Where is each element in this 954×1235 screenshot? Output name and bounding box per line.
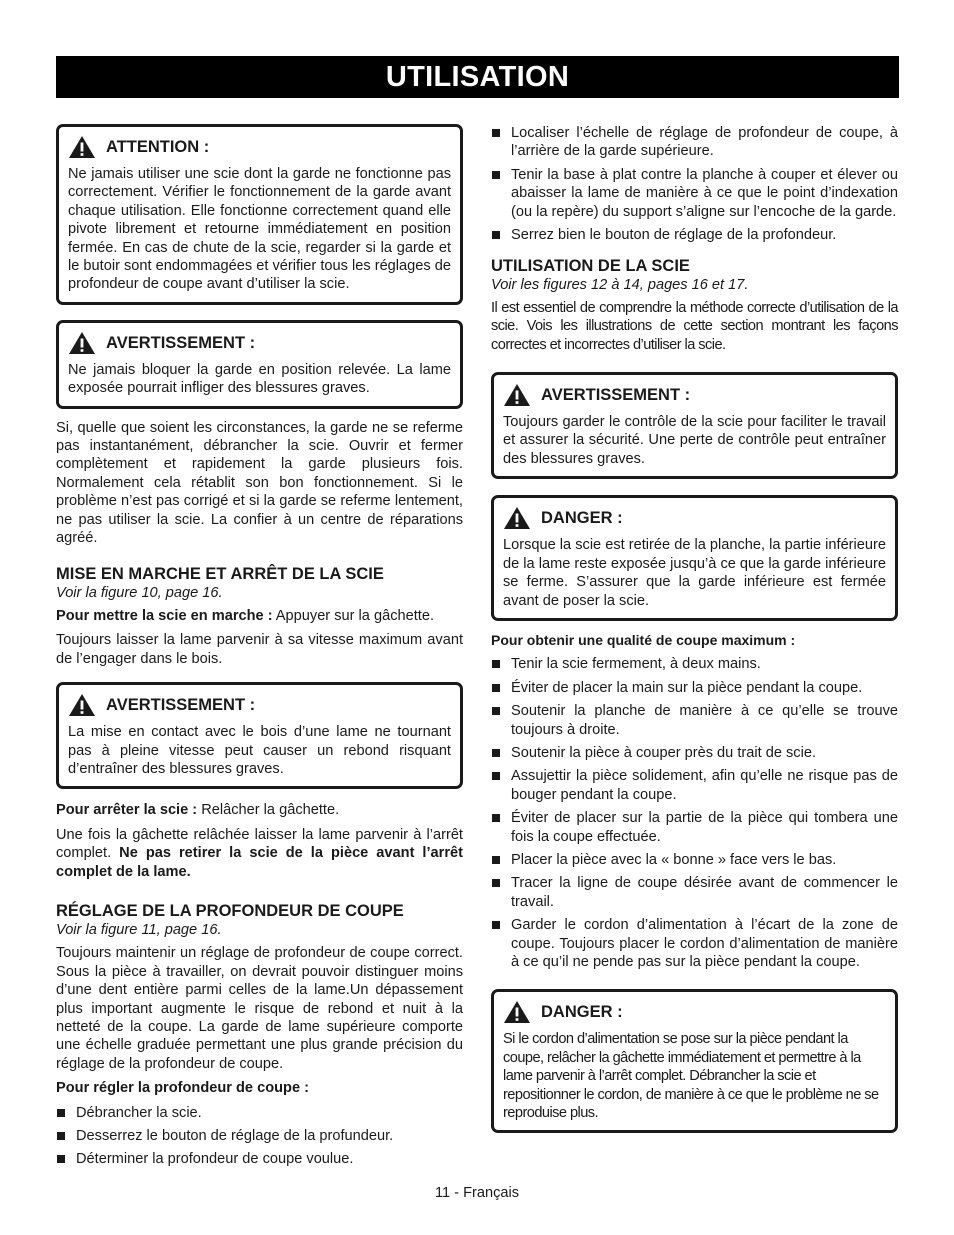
stop-paragraph-bold: Ne pas retirer la scie de la pièce avant l’arrêt complet de la lame.	[56, 845, 463, 880]
warning-triangle-icon	[68, 135, 96, 159]
page-footer: 11 - Français	[434, 1185, 520, 1201]
warning-box-control	[491, 372, 898, 479]
list-item-text: Soutenir la pièce à couper près du trait de scie.	[511, 744, 817, 761]
figure-reference: Voir la figure 11, page 16.	[56, 921, 222, 938]
list-item-text: Déterminer la profondeur de coupe voulue.	[76, 1151, 354, 1168]
quality-bullet-list	[491, 655, 898, 971]
danger-header	[503, 1000, 886, 1024]
warning-triangle-icon	[68, 693, 96, 717]
stop-paragraph	[56, 826, 463, 881]
list-item	[491, 679, 898, 697]
bullet-square-icon	[492, 814, 500, 822]
danger-box-cord	[491, 989, 898, 1133]
right-column	[491, 124, 898, 1147]
list-item	[491, 851, 898, 869]
section-title-depth: RÉGLAGE DE LA PROFONDEUR DE COUPE	[56, 901, 404, 920]
list-item	[491, 166, 898, 221]
list-item	[56, 1127, 463, 1145]
list-item-text: Tenir la base à plat contre la planche à couper et élever ou abaisser la lame de manière à ce que le point d’indexation (ou la repère) du support s’aligne sur l’encoche de la garde.	[511, 166, 898, 220]
list-item	[491, 916, 898, 971]
bullet-square-icon	[492, 879, 500, 887]
warning-text: Toujours garder le contrôle de la scie pour faciliter le travail et assurer la sécurité. Une perte de contrôle peut entraîner des blessures graves.	[503, 414, 886, 467]
start-text: Appuyer sur la gâchette.	[272, 607, 435, 624]
list-item-text: Éviter de placer la main sur la pièce pendant la coupe.	[511, 679, 863, 696]
start-paragraph: Toujours laisser la lame parvenir à sa vitesse maximum avant de l’engager dans le bois.	[56, 632, 463, 667]
start-instruction	[56, 607, 463, 625]
list-item-text: Serrez bien le bouton de réglage de la profondeur.	[511, 227, 837, 244]
stop-label: Pour arrêter la scie :	[56, 802, 198, 819]
depth-bullet-list	[56, 1104, 463, 1169]
danger-title: DANGER :	[541, 509, 623, 528]
danger-text: Lorsque la scie est retirée de la planche, la partie inférieure de la lame reste exposée jusqu’à ce que la garde inférieure se ferme. S’assurer que la garde inférieure est fermée avant de poser la scie.	[503, 537, 886, 609]
warning-title: AVERTISSEMENT :	[106, 333, 256, 352]
stop-instruction	[56, 801, 463, 819]
warning-header	[503, 383, 886, 407]
bullet-square-icon	[492, 707, 500, 715]
depth-paragraph: Toujours maintenir un réglage de profondeur de coupe correct. Sous la pièce à travailler, on devrait pouvoir distinguer moins d’une dent entière parmi celles de la lame.Un dépassement plus important augmente le risque de rebond et nuit à la netteté de la coupe. La garde de lame supérieure comporte une échelle graduée permettant une plus grande précision du réglage de la profondeur de coupe.	[56, 945, 463, 1072]
stop-paragraph-start: Une fois la gâchette relâchée laisser la lame parvenir à l’arrêt complet.	[56, 826, 463, 862]
list-item-text: Tenir la scie fermement, à deux mains.	[511, 656, 761, 673]
list-item	[491, 655, 898, 673]
depth-bullet-list-continued	[491, 124, 898, 244]
list-item	[491, 124, 898, 161]
figure-reference: Voir les figures 12 à 14, pages 16 et 17.	[491, 277, 749, 294]
bullet-square-icon	[57, 1132, 65, 1140]
danger-title: DANGER :	[541, 1003, 623, 1022]
section-title-start-stop: MISE EN MARCHE ET ARRÊT DE LA SCIE	[56, 564, 384, 583]
attention-header	[68, 135, 451, 159]
attention-text: Ne jamais utiliser une scie dont la garde ne fonctionne pas correctement. Vérifier le fonctionnement de la garde avant chaque utilisation. Elle fonctionne correctement quand elle pivote librement et retourne immédiatement en position fermée. En cas de chute de la scie, regarder si la garde et le butoir sont endommagées et vérifier tous les réglages de profondeur de coupe avant d’utiliser la scie.	[68, 166, 451, 293]
warning-box-kickback	[56, 682, 463, 789]
bullet-square-icon	[492, 749, 500, 757]
start-label: Pour mettre la scie en marche :	[56, 607, 273, 624]
bullet-square-icon	[492, 129, 500, 137]
use-paragraph: Il est essentiel de comprendre la méthode correcte d’utilisation de la scie. Vois les illustrations de cette section montrant les façons correctes et incorrectes d’utiliser la scie.	[491, 299, 898, 353]
warning-box-guard	[56, 320, 463, 409]
left-column	[56, 124, 463, 1174]
list-item-text: Soutenir la planche de manière à ce qu’elle se trouve toujours à droite.	[511, 703, 898, 738]
bullet-square-icon	[492, 660, 500, 668]
bullet-square-icon	[492, 684, 500, 692]
list-item-text: Assujettir la pièce solidement, afin qu’elle ne risque pas de bouger pendant la coupe.	[511, 768, 898, 803]
attention-box	[56, 124, 463, 305]
list-item-text: Débrancher la scie.	[76, 1104, 202, 1121]
danger-text: Si le cordon d’alimentation se pose sur la pièce pendant la coupe, relâcher la gâchette immédiatement et permettre à la lame parvenir à l’arrêt complet. Débrancher la scie et repositionner le cordon, de manière à ce que le problème ne se reproduise plus.	[503, 1031, 879, 1122]
warning-text: Ne jamais bloquer la garde en position relevée. La lame exposée pourrait infliger des blessures graves.	[68, 361, 451, 397]
warning-title: AVERTISSEMENT :	[106, 695, 256, 714]
list-item	[491, 744, 898, 762]
warning-title: AVERTISSEMENT :	[541, 385, 691, 404]
figure-reference: Voir la figure 10, page 16.	[56, 584, 223, 601]
danger-box-lower-guard	[491, 495, 898, 621]
bullet-square-icon	[492, 856, 500, 864]
list-item-text: Localiser l’échelle de réglage de profondeur de coupe, à l’arrière de la garde supérieure.	[511, 125, 898, 160]
bullet-square-icon	[57, 1109, 65, 1117]
list-item-text: Desserrez le bouton de réglage de la profundeur.	[76, 1128, 394, 1145]
warning-triangle-icon	[68, 331, 96, 355]
guard-paragraph: Si, quelle que soient les circonstances, la garde ne se referme pas instantanément, débrancher la scie. Ouvrir et fermer complètement et rapidement la garde plusieurs fois. Normalement cela rétablit son bon fonctionnement. Si le problème n’est pas corrigé et si la garde se referme lentement, ne pas utiliser la scie. La confier à un centre de réparations agréé.	[56, 419, 463, 547]
quality-title: Pour obtenir une qualité de coupe maximum :	[491, 631, 796, 648]
warning-header	[68, 693, 451, 717]
list-item-text: Tracer la ligne de coupe désirée avant de commencer le travail.	[511, 875, 898, 910]
bullet-square-icon	[57, 1155, 65, 1163]
bullet-square-icon	[492, 231, 500, 239]
list-item	[56, 1150, 463, 1168]
list-item-text: Garder le cordon d’alimentation à l’écart de la zone de coupe. Toujours placer le cordon d’alimentation de manière à ce qu’il ne pende pas sur la pièce pendant la coupe.	[511, 917, 898, 970]
bullet-square-icon	[492, 171, 500, 179]
stop-text: Relâcher la gâchette.	[197, 802, 340, 819]
warning-text: La mise en contact avec le bois d’une lame ne tournant pas à pleine vitesse peut causer un rebond risquant d’entraîner des blessures graves.	[68, 724, 451, 777]
warning-triangle-icon	[503, 506, 531, 530]
section-title-use: UTILISATION DE LA SCIE	[491, 257, 690, 276]
list-item	[491, 809, 898, 846]
list-item	[491, 767, 898, 804]
bullet-square-icon	[492, 921, 500, 929]
depth-subtitle: Pour régler la profondeur de coupe :	[56, 1080, 309, 1097]
page-banner: UTILISATION	[56, 56, 899, 98]
list-item	[491, 226, 898, 244]
attention-title: ATTENTION :	[106, 137, 210, 156]
warning-triangle-icon	[503, 383, 531, 407]
list-item-text: Éviter de placer sur la partie de la pièce qui tombera une fois la coupe effectuée.	[511, 810, 898, 845]
list-item	[491, 874, 898, 911]
warning-header	[68, 331, 451, 355]
list-item	[56, 1104, 463, 1122]
warning-triangle-icon	[503, 1000, 531, 1024]
danger-header	[503, 506, 886, 530]
list-item	[491, 702, 898, 739]
list-item-text: Placer la pièce avec la « bonne » face vers le bas.	[511, 851, 837, 868]
bullet-square-icon	[492, 772, 500, 780]
